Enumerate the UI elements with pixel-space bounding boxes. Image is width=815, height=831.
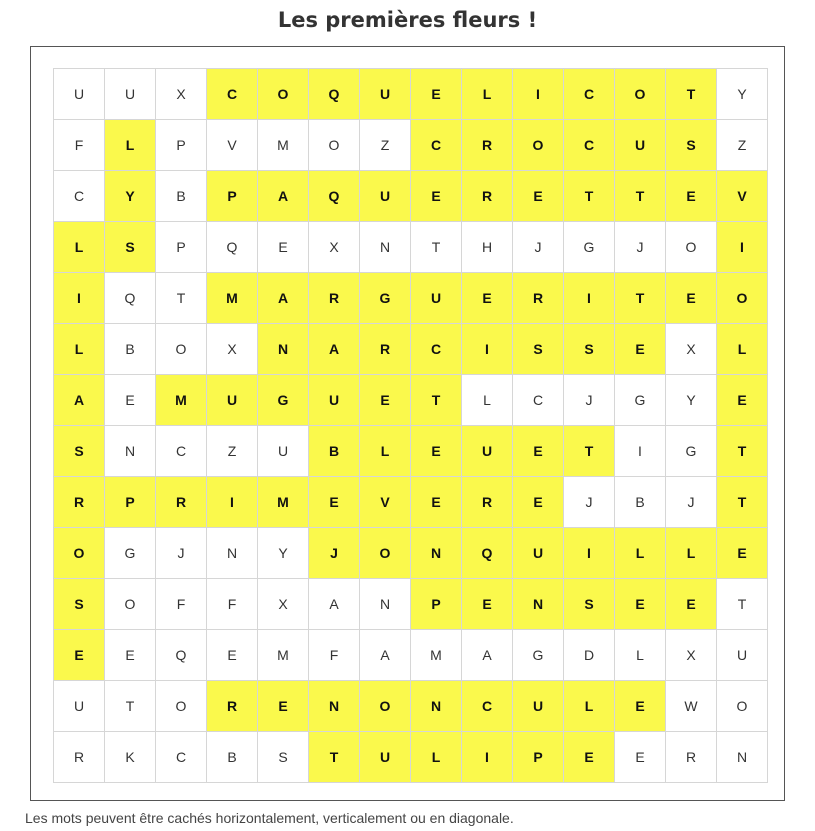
grid-cell[interactable]: Z (360, 120, 410, 170)
grid-cell[interactable]: V (717, 171, 767, 221)
grid-cell[interactable]: L (462, 375, 512, 425)
grid-cell[interactable]: C (156, 426, 206, 476)
grid-cell[interactable]: O (666, 222, 716, 272)
grid-cell[interactable]: G (513, 630, 563, 680)
grid-cell[interactable]: C (564, 69, 614, 119)
grid-cell[interactable]: U (615, 120, 665, 170)
grid-cell[interactable]: A (54, 375, 104, 425)
grid-cell[interactable]: E (564, 732, 614, 782)
grid-cell[interactable]: K (105, 732, 155, 782)
grid-cell[interactable]: E (666, 273, 716, 323)
grid-cell[interactable]: E (513, 477, 563, 527)
grid-cell[interactable]: N (105, 426, 155, 476)
grid-cell[interactable]: I (54, 273, 104, 323)
grid-cell[interactable]: C (156, 732, 206, 782)
grid-cell[interactable]: U (54, 681, 104, 731)
grid-cell[interactable]: T (105, 681, 155, 731)
grid-cell[interactable]: O (105, 579, 155, 629)
grid-cell[interactable]: R (666, 732, 716, 782)
grid-cell[interactable]: U (411, 273, 461, 323)
grid-cell[interactable]: V (207, 120, 257, 170)
grid-cell[interactable]: T (717, 579, 767, 629)
page-title: Les premières fleurs ! (277, 8, 538, 32)
grid-cell[interactable]: E (105, 375, 155, 425)
grid-cell[interactable]: O (360, 528, 410, 578)
grid-cell[interactable]: T (156, 273, 206, 323)
grid-cell[interactable]: R (462, 120, 512, 170)
grid-cell[interactable]: E (411, 171, 461, 221)
grid-cell[interactable]: H (462, 222, 512, 272)
grid-cell[interactable]: P (411, 579, 461, 629)
grid-cell[interactable]: E (207, 630, 257, 680)
grid-cell[interactable]: T (615, 273, 665, 323)
grid-cell[interactable]: O (156, 681, 206, 731)
grid-cell[interactable]: U (513, 528, 563, 578)
grid-cell[interactable]: O (258, 69, 308, 119)
grid-cell[interactable]: E (411, 426, 461, 476)
grid-cell[interactable]: P (105, 477, 155, 527)
grid-cell[interactable]: U (360, 732, 410, 782)
grid-cell[interactable]: X (156, 69, 206, 119)
grid-cell[interactable]: B (615, 477, 665, 527)
grid-cell[interactable]: E (411, 477, 461, 527)
grid-cell[interactable]: D (564, 630, 614, 680)
grid-cell[interactable]: X (258, 579, 308, 629)
grid-cell[interactable]: P (156, 120, 206, 170)
grid-cell[interactable]: F (309, 630, 359, 680)
grid-cell[interactable]: E (615, 732, 665, 782)
grid-cell[interactable]: U (207, 375, 257, 425)
word-search-frame (30, 46, 785, 801)
grid-cell[interactable]: M (207, 273, 257, 323)
grid-cell[interactable]: R (309, 273, 359, 323)
grid-cell[interactable]: I (564, 528, 614, 578)
grid-cell[interactable]: R (360, 324, 410, 374)
grid-cell[interactable]: R (462, 171, 512, 221)
grid-cell[interactable]: B (309, 426, 359, 476)
grid-cell[interactable]: T (615, 171, 665, 221)
grid-cell[interactable]: R (54, 477, 104, 527)
grid-cell[interactable]: Y (666, 375, 716, 425)
grid-cell[interactable]: C (207, 69, 257, 119)
grid-cell[interactable]: N (309, 681, 359, 731)
grid-cell[interactable]: C (462, 681, 512, 731)
grid-cell[interactable]: E (360, 375, 410, 425)
grid-cell[interactable]: S (105, 222, 155, 272)
grid-cell[interactable]: O (156, 324, 206, 374)
grid-cell[interactable]: J (564, 477, 614, 527)
grid-cell[interactable]: T (564, 171, 614, 221)
grid-cell[interactable]: X (309, 222, 359, 272)
grid-cell[interactable]: E (717, 375, 767, 425)
grid-cell[interactable]: U (462, 426, 512, 476)
grid-cell[interactable]: L (564, 681, 614, 731)
grid-cell[interactable]: E (615, 681, 665, 731)
grid-cell[interactable]: L (717, 324, 767, 374)
grid-cell[interactable]: T (309, 732, 359, 782)
grid-cell[interactable]: O (717, 273, 767, 323)
grid-cell[interactable]: G (564, 222, 614, 272)
grid-cell[interactable]: M (156, 375, 206, 425)
grid-cell[interactable]: R (462, 477, 512, 527)
grid-cell[interactable]: N (360, 579, 410, 629)
grid-cell[interactable]: T (717, 426, 767, 476)
grid-cell[interactable]: O (615, 69, 665, 119)
grid-cell[interactable]: J (564, 375, 614, 425)
grid-cell[interactable]: C (54, 171, 104, 221)
grid-cell[interactable]: O (360, 681, 410, 731)
grid-cell[interactable]: Y (258, 528, 308, 578)
grid-cell[interactable]: E (666, 171, 716, 221)
grid-cell[interactable]: A (462, 630, 512, 680)
word-search-grid (53, 68, 768, 783)
grid-cell[interactable]: M (411, 630, 461, 680)
grid-cell[interactable]: L (411, 732, 461, 782)
grid-cell[interactable]: L (615, 528, 665, 578)
grid-cell[interactable]: L (615, 630, 665, 680)
grid-cell[interactable]: Q (462, 528, 512, 578)
grid-cell[interactable]: G (666, 426, 716, 476)
grid-cell[interactable]: Z (717, 120, 767, 170)
grid-cell[interactable]: O (309, 120, 359, 170)
grid-cell[interactable]: E (105, 630, 155, 680)
grid-cell[interactable]: B (207, 732, 257, 782)
grid-cell[interactable]: E (615, 579, 665, 629)
grid-cell[interactable]: L (54, 324, 104, 374)
grid-cell[interactable]: A (309, 324, 359, 374)
grid-cell[interactable]: U (513, 681, 563, 731)
grid-cell[interactable]: N (258, 324, 308, 374)
grid-cell[interactable]: T (717, 477, 767, 527)
grid-cell[interactable]: R (54, 732, 104, 782)
grid-cell[interactable]: Q (309, 69, 359, 119)
grid-cell[interactable]: N (513, 579, 563, 629)
grid-cell[interactable]: T (666, 69, 716, 119)
grid-cell[interactable]: I (564, 273, 614, 323)
grid-cell[interactable]: E (54, 630, 104, 680)
grid-cell[interactable]: A (258, 171, 308, 221)
grid-cell[interactable]: G (615, 375, 665, 425)
grid-cell[interactable]: E (411, 69, 461, 119)
grid-cell[interactable]: Q (105, 273, 155, 323)
grid-cell[interactable]: I (462, 324, 512, 374)
grid-cell[interactable]: S (54, 579, 104, 629)
grid-cell[interactable]: Q (309, 171, 359, 221)
grid-cell[interactable]: J (666, 477, 716, 527)
grid-cell[interactable]: L (105, 120, 155, 170)
grid-cell[interactable]: R (513, 273, 563, 323)
grid-cell[interactable]: T (411, 375, 461, 425)
grid-cell[interactable]: U (360, 69, 410, 119)
grid-cell[interactable]: E (309, 477, 359, 527)
grid-cell[interactable]: C (564, 120, 614, 170)
grid-cell[interactable]: Z (207, 426, 257, 476)
grid-cell[interactable]: S (513, 324, 563, 374)
grid-cell[interactable]: A (258, 273, 308, 323)
grid-cell[interactable]: E (513, 426, 563, 476)
grid-cell[interactable]: I (207, 477, 257, 527)
grid-cell[interactable]: Q (207, 222, 257, 272)
grid-cell[interactable]: E (513, 171, 563, 221)
grid-cell[interactable]: E (462, 273, 512, 323)
grid-cell[interactable]: S (54, 426, 104, 476)
grid-cell[interactable]: M (258, 477, 308, 527)
grid-cell[interactable]: N (411, 681, 461, 731)
grid-cell[interactable]: X (666, 324, 716, 374)
grid-cell[interactable]: U (105, 69, 155, 119)
grid-cell[interactable]: R (207, 681, 257, 731)
grid-cell[interactable]: U (717, 630, 767, 680)
grid-cell[interactable]: E (615, 324, 665, 374)
grid-cell[interactable]: N (411, 528, 461, 578)
grid-cell[interactable]: Y (105, 171, 155, 221)
grid-cell[interactable]: R (156, 477, 206, 527)
grid-cell[interactable]: S (564, 324, 614, 374)
grid-cell[interactable]: T (564, 426, 614, 476)
grid-cell[interactable]: M (258, 630, 308, 680)
grid-cell[interactable]: I (717, 222, 767, 272)
grid-cell[interactable]: V (360, 477, 410, 527)
grid-cell[interactable]: O (54, 528, 104, 578)
grid-cell[interactable]: G (105, 528, 155, 578)
grid-cell[interactable]: U (54, 69, 104, 119)
grid-cell[interactable]: W (666, 681, 716, 731)
grid-cell[interactable]: B (105, 324, 155, 374)
grid-cell[interactable]: J (513, 222, 563, 272)
grid-cell[interactable]: P (156, 222, 206, 272)
grid-cell[interactable]: E (717, 528, 767, 578)
grid-cell[interactable]: C (411, 324, 461, 374)
grid-cell[interactable]: F (156, 579, 206, 629)
grid-cell[interactable]: J (156, 528, 206, 578)
grid-cell[interactable]: U (258, 426, 308, 476)
grid-cell[interactable]: L (54, 222, 104, 272)
grid-cell[interactable]: X (207, 324, 257, 374)
grid-cell[interactable]: I (513, 69, 563, 119)
grid-cell[interactable]: E (258, 681, 308, 731)
grid-cell[interactable]: T (411, 222, 461, 272)
grid-cell[interactable]: J (615, 222, 665, 272)
grid-cell[interactable]: C (513, 375, 563, 425)
grid-cell[interactable]: P (207, 171, 257, 221)
grid-cell[interactable]: I (615, 426, 665, 476)
grid-cell[interactable]: G (258, 375, 308, 425)
grid-cell[interactable]: E (462, 579, 512, 629)
grid-cell[interactable]: N (207, 528, 257, 578)
grid-cell[interactable]: U (360, 171, 410, 221)
grid-cell[interactable]: A (360, 630, 410, 680)
grid-cell[interactable]: F (54, 120, 104, 170)
grid-cell[interactable]: E (666, 579, 716, 629)
grid-cell[interactable]: O (513, 120, 563, 170)
grid-cell[interactable]: S (666, 120, 716, 170)
instructions-caption: Les mots peuvent être cachés horizontalement, verticalement ou en diagonale. (25, 810, 514, 826)
grid-cell[interactable]: O (717, 681, 767, 731)
grid-cell[interactable]: L (462, 69, 512, 119)
grid-cell[interactable]: I (462, 732, 512, 782)
grid-cell[interactable]: L (360, 426, 410, 476)
grid-cell[interactable]: C (411, 120, 461, 170)
grid-cell[interactable]: N (717, 732, 767, 782)
grid-cell[interactable]: P (513, 732, 563, 782)
grid-cell[interactable]: B (156, 171, 206, 221)
grid-cell[interactable]: F (207, 579, 257, 629)
grid-cell[interactable]: S (564, 579, 614, 629)
grid-cell[interactable]: Q (156, 630, 206, 680)
grid-cell[interactable]: A (309, 579, 359, 629)
grid-cell[interactable]: G (360, 273, 410, 323)
grid-cell[interactable]: U (309, 375, 359, 425)
grid-cell[interactable]: M (258, 120, 308, 170)
grid-cell[interactable]: J (309, 528, 359, 578)
grid-cell[interactable]: E (258, 222, 308, 272)
grid-cell[interactable]: L (666, 528, 716, 578)
grid-cell[interactable]: Y (717, 69, 767, 119)
grid-cell[interactable]: X (666, 630, 716, 680)
grid-cell[interactable]: S (258, 732, 308, 782)
grid-cell[interactable]: N (360, 222, 410, 272)
